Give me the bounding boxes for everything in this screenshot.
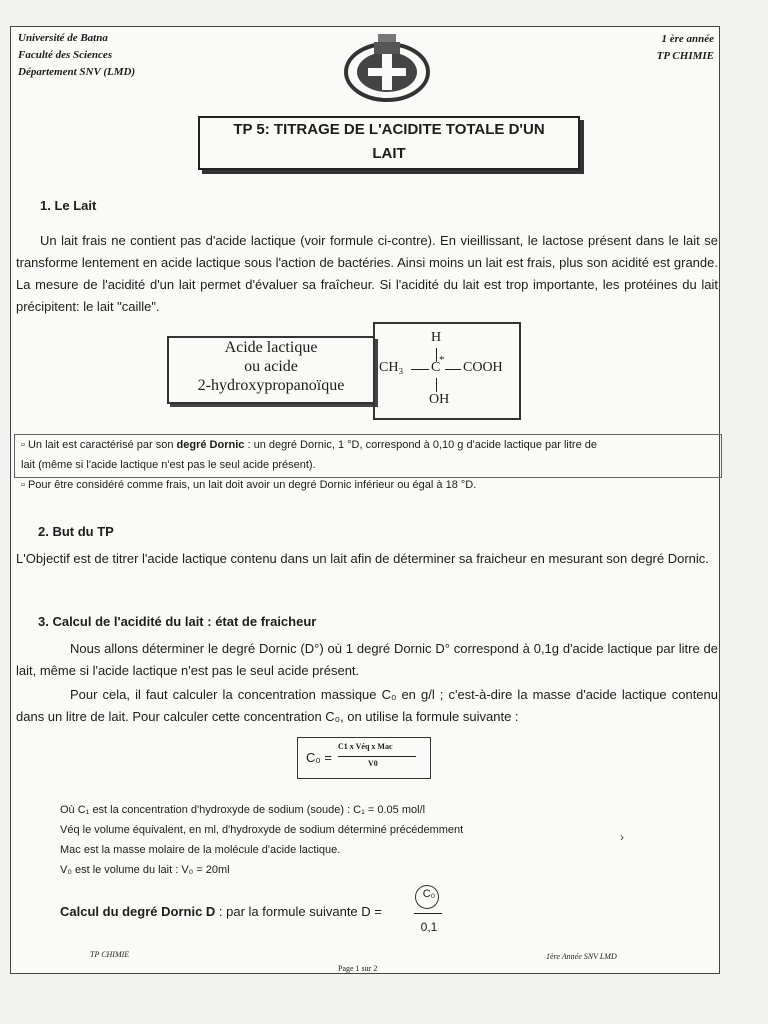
formula-cooh: COOH: [463, 360, 503, 375]
definition-veq: Véq le volume équivalent, en ml, d'hydroxyde de sodium déterminé précédemment: [60, 824, 464, 836]
university-name: Université de Batna: [18, 32, 108, 44]
dornic-calc-rest: : par la formule suivante D =: [215, 904, 382, 919]
section-2-heading: 2. But du TP: [38, 524, 114, 539]
bullet-icon: ▫: [21, 439, 28, 451]
c0-lhs: C₀ =: [306, 750, 332, 765]
definition-mac: Mac est la masse molaire de la molécule d'acide lactique.: [60, 844, 341, 856]
faculty-name: Faculté des Sciences: [18, 49, 113, 61]
numerator-circle: [415, 885, 439, 909]
acid-name-line-3: 2-hydroxypropanoïque: [197, 377, 345, 394]
c0-formula-box: [297, 737, 431, 779]
structural-formula: [373, 322, 521, 420]
footer-page-number: Page 1 sur 2: [338, 964, 378, 973]
formula-bond-bottom: [436, 378, 437, 392]
formula-chiral-star: *: [439, 354, 445, 366]
formula-bond-right: [445, 369, 461, 370]
dornic-calculation: [60, 904, 382, 919]
title-line-1: TP 5: TITRAGE DE L'ACIDITE TOTALE D'UN: [233, 121, 545, 138]
note-line-3-text: Pour être considéré comme frais, un lait doit avoir un degré Dornic inférieur ou égal à 18 °D.: [27, 479, 477, 491]
section-3-text-1: Nous allons déterminer le degré Dornic (D°) où 1 degré Dornic D° correspond à 0,1g d'acide lactique par litre de lait, même si l'acide lactique n'est pas le seul acide présent.: [16, 641, 718, 678]
section-3-heading: 3. Calcul de l'acidité du lait : état de fraicheur: [38, 614, 317, 629]
title-line-2: LAIT: [372, 145, 406, 162]
note-line-1: [21, 435, 715, 455]
section-3-paragraph-1: [16, 638, 718, 682]
section-1-text: Un lait frais ne contient pas d'acide lactique (voir formule ci-contre). En vieillissant, le lactose présent dans le lait se transforme lentement en acide lactique sous l'action de bactéries. Ainsi moins un lait est frais, plus son acidité est grande. La mesure de l'acidité d'un lait permet d'évaluer sa fraîcheur. Si l'acidité du lait est trop importante, les protéines du lait précipitent: le lait "caille".: [16, 233, 718, 314]
university-logo: [344, 32, 430, 104]
acid-name-box: [167, 336, 375, 404]
section-1-paragraph: [16, 230, 718, 318]
department-name: Département SNV (LMD): [18, 66, 136, 78]
title-box: [198, 116, 580, 170]
dornic-numerator: C₀: [422, 888, 436, 900]
formula-h: H: [431, 330, 442, 345]
stray-mark: ›: [620, 830, 624, 844]
section-1-heading: 1. Le Lait: [40, 198, 97, 213]
bullet-icon: ▫: [21, 479, 28, 491]
formula-bond-left: [411, 369, 429, 370]
acid-name-line-2: ou acide: [244, 358, 298, 375]
c0-numerator: C1 x Véq x Mac: [338, 742, 393, 751]
course-label: TP CHIMIE: [656, 50, 714, 62]
formula-oh: OH: [429, 392, 450, 407]
note-line-2: lait (même si l'acide lactique n'est pas le seul acide présent).: [21, 459, 316, 471]
note-line-1-post: : un degré Dornic, 1 °D, correspond à 0,10 g d'acide lactique par litre de: [244, 439, 597, 451]
c0-fraction-bar: [338, 756, 416, 757]
header-right: [640, 31, 714, 65]
dornic-fraction-bar: [414, 913, 442, 914]
section-2-text: L'Objectif est de titrer l'acide lactique contenu dans un lait afin de déterminer sa fraicheur en mesurant son degré Dornic.: [16, 551, 709, 566]
dornic-calc-bold: Calcul du degré Dornic D: [60, 904, 216, 919]
footer-right: 1ère Année SNV LMD: [546, 952, 617, 961]
definition-c1: Où C₁ est la concentration d'hydroxyde de sodium (soude) : C₁ = 0.05 mol/l: [60, 804, 426, 816]
definition-v0: V₀ est le volume du lait : V₀ = 20ml: [60, 864, 230, 876]
acid-name-line-1: Acide lactique: [224, 339, 318, 356]
c0-denominator: V0: [368, 759, 378, 768]
section-2-paragraph: [16, 548, 718, 570]
note-line-3: [21, 475, 715, 495]
formula-ch3: CH₃: [379, 360, 404, 375]
footer-left: TP CHIMIE: [90, 950, 130, 959]
section-3-text-2: Pour cela, il faut calculer la concentration massique C₀ en g/l ; c'est-à-dire la masse d'acide lactique contenu dans un litre de lait. Pour calculer cette concentration C₀, on utilise la formule suivante :: [16, 687, 718, 724]
formula-c: C: [431, 360, 441, 375]
year-label: 1 ère année: [661, 33, 714, 45]
definitions-list: [60, 800, 700, 880]
dornic-note-box: [14, 434, 722, 491]
note-line-1-bold: degré Dornic: [176, 439, 245, 451]
header-left: [18, 30, 135, 81]
section-3-paragraph-2: [16, 684, 718, 728]
dornic-denominator: 0,1: [420, 920, 438, 934]
note-line-1-pre: Un lait est caractérisé par son: [27, 439, 177, 451]
